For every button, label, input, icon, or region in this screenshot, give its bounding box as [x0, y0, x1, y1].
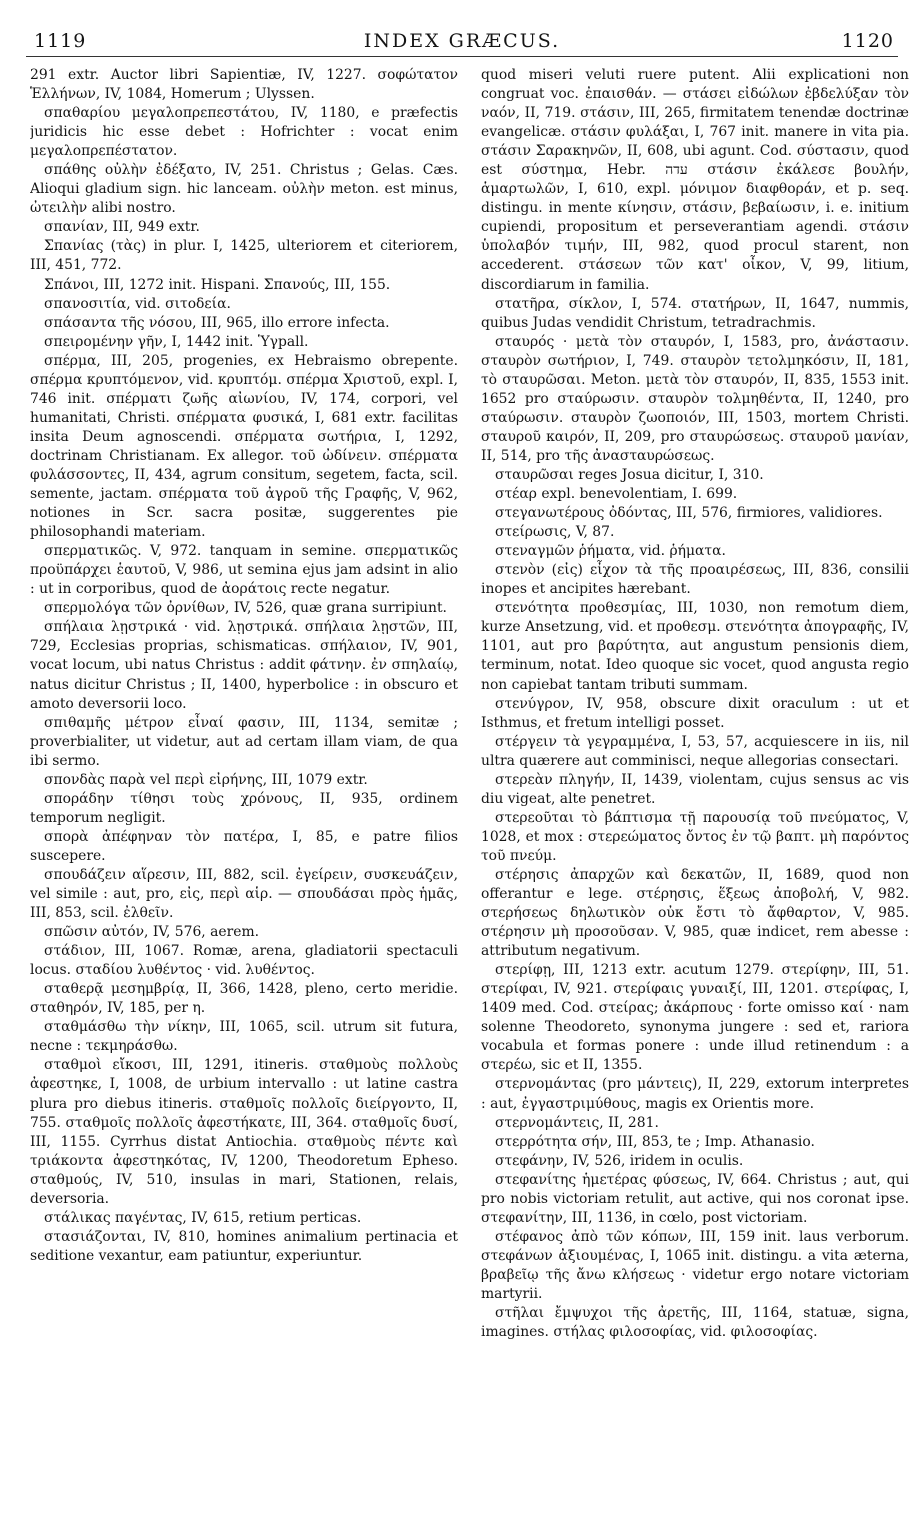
index-entry: στείρωσις, V, 87.	[495, 524, 615, 541]
index-entry: σπονδὰς παρὰ vel περὶ εἰρήνης, III, 1079 extr.	[44, 771, 368, 788]
index-entry: σπιθαμῆς μέτρον εἶναί φασιν, III, 1134, semitæ ; proverbialiter, ut videtur, aut ad certam illam viam, de qua ibi sermo.	[30, 714, 458, 769]
index-entry: στενὸν (εἰς) εἶχον τὰ τῆς προαιρέσεως, III, 836, consilii inopes et ancipites hærebant.	[481, 562, 909, 598]
index-entry: στεγανωτέρους ὀδόντας, III, 576, firmiores, validiores.	[495, 505, 883, 522]
index-entry: σταθμοὶ εἴκοσι, III, 1291, itineris. σταθμοὺς πολλοὺς ἀφεστηκε, I, 1008, de urbium intervallo : ut latine castra plura pro diebus itineris. σταθμοῖς πολλοῖς διείργοντο, II, 755. σταθμοῖς πολλοῖς ἀφεστήκατε, III, 364. σταθμοῖς δυσί, III, 1155. Cyrrhus distat Antiochia. σταθμοὺς πέντε καὶ τριάκοντα ἀφεστηκότας, IV, 1200, Theodoretum Epheso. σταθμούς, IV, 510, insulas in mari, Stationen, relais, deversoria.	[30, 1057, 458, 1207]
index-entry: σταθμάσθω τὴν νίκην, III, 1065, scil. utrum sit futura, necne : τεκμηράσθω.	[30, 1019, 458, 1055]
index-entry: στεφανίτης ἡμετέρας φύσεως, IV, 664. Christus ; aut, qui pro nobis victoriam retulit, aut active, qui nos coronat ipse. στεφανίτην, III, 1136, in cœlo, post victoriam.	[481, 1171, 909, 1226]
index-entry: quod miseri veluti ruere putent. Alii explicationi non congruat voc. ἐπαισθάν. — στάσει εἰδώλων ἐβδελύξαν τὸν ναόν, II, 719. στάσιν, III, 265, firmitatem tenendæ doctrinæ evangelicæ. στάσιν φυλάξαι, I, 767 init. manere in vita pia. στάσιν Σαρακηνῶν, II, 608, ubi agunt. Cod. σύστασιν, quod est σύστημα, Hebr. עדה στάσιν ἐκάλεσε βουλήν, ἁμαρτωλῶν, I, 610, expl. μόνιμον διαφθοράν, et p. seq. distingu. in mente κίνησιν, στάσιν, βεβαίωσιν, i. e. initium cupiendi, propositum et perseverantiam agendi. στάσιν ὑπολαβόν τιμήν, III, 982, quod procul starent, non accederent. στάσεων τῶν κατ' οἶκον, V, 99, litium, discordiarum in familia.	[481, 67, 909, 293]
index-entry: 291 extr. Auctor libri Sapientiæ, IV, 1227. σοφώτατον Ἑλλήνων, IV, 1084, Homerum ; Ulyssen.	[30, 67, 458, 103]
index-entry: σπερματικῶς. V, 972. tanquam in semine. σπερματικῶς προϋπάρχει ἑαυτοῦ, V, 986, ut semina ejus jam adsint in alio : ut in corporibus, quod de ἀοράτοις recte negatur.	[30, 543, 458, 598]
index-entry: στενότητα προθεσμίας, III, 1030, non remotum diem, kurze Ansetzung, vid. et προθεσμ. στενότητα ἀπογραφῆς, IV, 1101, aut pro βαρύτητα, aut angustum pensionis diem, terminum, notat. Ideo quoque sic vocet, quod angusta regio non capiebat tantam tributi summam.	[481, 600, 909, 693]
index-entry: στεναγμῶν ῥήματα, vid. ῥήματα.	[495, 543, 726, 560]
index-entry: σταυρός · μετὰ τὸν σταυρόν, I, 1583, pro, ἀνάστασιν. σταυρὸν σωτήριον, I, 749. σταυρὸν τετολμηκόσιν, II, 181, τὸ σταυρῶσαι. Meton. μετὰ τὸν σταυρόν, II, 835, 1553 init. 1652 pro σταύρωσιν. σταυρὸν τολμηθέντα, II, 1240, pro σταύρωσιν. σταυρὸν ζωοποιόν, III, 1503, mortem Christi. σταυροῦ καιρόν, II, 209, pro σταυρώσεως. σταυροῦ μανίαν, II, 514, pro τῆς ἀνασταυρώσεως.	[481, 333, 909, 464]
index-entry: σπέρμα, III, 205, progenies, ex Hebraismo obrepente. σπέρμα κρυπτόμενον, vid. κρυπτόμ. σπέρμα Χριστοῦ, expl. I, 746 init. σπέρματι ζωῆς αἰωνίου, IV, 174, corpori, vel humanitati, Christi. σπέρματα φυσικά, I, 681 extr. facilitas insita Deum agnoscendi. σπέρματα σωτήρια, I, 1292, doctrinam Christianam. Ex allegor. τοῦ ὠδίνειν. σπέρματα φυλάσσοντες, II, 434, agrum consitum, segetem, facta, scil. semente, jactam. σπέρματα τοῦ ἀγροῦ τῆς Γραφῆς, V, 962, notiones in Scr. sacra positæ, suggerentes pie philosophandi materiam.	[30, 352, 458, 541]
index-entry: στέφανος ἀπὸ τῶν κόπων, III, 159 init. laus verborum. στεφάνων ἀξιουμένας, I, 1065 init. distingu. a vita æterna, βραβεῖῳ τῆς ἄνω κλήσεως · videtur ergo notare victoriam martyrii.	[481, 1228, 909, 1302]
index-entry: στέργειν τὰ γεγραμμένα, I, 53, 57, acquiescere in iis, nil ultra quærere aut comminisci, neque allegorias consectari.	[481, 733, 909, 769]
index-entry: στερνομάντεις, II, 281.	[495, 1114, 659, 1131]
index-entry: στατῆρα, σίκλον, I, 574. στατήρων, II, 1647, nummis, quibus Judas vendidit Christum, tetradrachmis.	[481, 295, 909, 331]
index-entry: στέρησις ἀπαρχῶν καὶ δεκατῶν, II, 1689, quod non offerantur e lege. στέρησις, ἕξεως ἀποβολή, V, 982. στερήσεως δηλωτικὸν οὐκ ἔστι τὸ ἄφθαρτον, V, 985. στέρησιν μὴ προσοῦσαν. V, 985, quæ indicet, rem abesse : attributum negativum.	[481, 866, 909, 960]
index-entry: στερεοῦται τὸ βάπτισμα τῇ παρουσίᾳ τοῦ πνεύματος, V, 1028, et mox : στερεώματος ὄντος ἐν τῷ βαπτ. μὴ παρόντος τοῦ πνεύμ.	[481, 809, 909, 864]
index-entry: στερίφῃ, III, 1213 extr. acutum 1279. στερίφην, III, 51. στερίφαι, IV, 921. στερίφαις γυναιξί, III, 1201. στερίφας, I, 1409 med. Cod. στείρας; ἀκάρπους · forte omisso καί · nam solenne Theodoreto, synonyma jungere : sed et, rariora vocabula et formas ponere : unde illud retinendum : a στερέω, sic et II, 1355.	[481, 962, 909, 1074]
index-entry: σπάθης οὐλὴν ἐδέξατο, IV, 251. Christus ; Gelas. Cæs. Alioqui gladium sign. hic lanceam. οὐλὴν meton. est minus, ὠτειλὴν alibi nostro.	[30, 162, 458, 217]
index-entry: σταθερᾷ μεσημβρίᾳ, II, 366, 1428, pleno, certo meridie. σταθηρόν, IV, 185, per η.	[30, 981, 458, 1017]
index-entry: στενύγρον, IV, 958, obscure dixit oraculum : ut et Isthmus, et fretum intelligi posset.	[481, 695, 909, 731]
index-entry: στάδιον, III, 1067. Romæ, arena, gladiatorii spectaculi locus. σταδίου λυθέντος · vid. λυθέντος.	[30, 943, 458, 979]
index-entry: στερρότητα σήν, III, 853, te ; Imp. Athanasio.	[495, 1133, 815, 1150]
index-entry: σπήλαια λῃστρικά · vid. λῃστρικά. σπήλαια λῃστῶν, III, 729, Ecclesias proprias, schismaticas. σπήλαιον, IV, 901, vocat locum, ubi natus Christus : addit φάτνην. ἐν σπηλαίῳ, natus dicitur Christus ; II, 1400, hyperbolice : in obscuro et amoto deversorii loco.	[30, 619, 458, 712]
running-header	[26, 26, 898, 57]
index-entry: Σπάνοι, III, 1272 init. Hispani. Σπανούς, III, 155.	[44, 276, 391, 293]
index-entry: στεφάνην, IV, 526, iridem in oculis.	[495, 1152, 744, 1169]
index-entry: σποράδην τίθησι τοὺς χρόνους, II, 935, ordinem temporum negligit.	[30, 790, 458, 826]
index-entry: σπάσαντα τῆς νόσου, III, 965, illo errore infecta.	[44, 314, 390, 331]
page-number-left: 1119	[34, 30, 87, 52]
index-entry: σπανίαν, III, 949 extr.	[44, 219, 200, 236]
index-entry: στερεὰν πληγήν, II, 1439, violentam, cujus sensus ac vis diu vigeat, alte penetret.	[481, 771, 909, 807]
index-entry: σταυρῶσαι reges Josua dicitur, I, 310.	[495, 466, 764, 483]
index-entry: στάλικας παγέντας, IV, 615, retium perticas.	[44, 1209, 362, 1226]
index-entry: στερνομάντας (pro μάντεις), II, 229, extorum interpretes : aut, ἐγγαστριμύθους, magis ex Orientis more.	[481, 1076, 909, 1112]
index-entry: Σπανίας (τὰς) in plur. I, 1425, ulteriorem et citeriorem, III, 451, 772.	[30, 238, 458, 274]
left-column	[30, 66, 458, 1526]
page-title: INDEX GRÆCUS.	[363, 30, 561, 52]
index-entry: στῆλαι ἔμψυχοι τῆς ἀρετῆς, III, 1164, statuæ, signa, imagines. στήλας φιλοσοφίας, vid. φιλοσοφίας.	[481, 1305, 909, 1341]
index-entry: στασιάζονται, IV, 810, homines animalium pertinacia et seditione vexantur, eam patiuntur, experiuntur.	[30, 1228, 458, 1264]
right-column	[481, 66, 909, 1526]
index-entry: σπαθαρίου μεγαλοπρεπεστάτου, IV, 1180, e præfectis juridicis hic esse debet : Hofrichter : vocat enim μεγαλοπρεπέστατον.	[30, 105, 458, 160]
index-entry: στέαρ expl. benevolentiam, I. 699.	[495, 486, 738, 503]
index-entry: σπειρομένην γῆν, I, 1442 init. Ὑγpall.	[44, 333, 309, 350]
index-entry: σπορὰ ἀπέφηναν τὸν πατέρα, I, 85, e patre filios suscepere.	[30, 828, 458, 864]
index-entry: σπουδάζειν αἵρεσιν, III, 882, scil. ἐγείρειν, συσκευάζειν, vel simile : aut, pro, εἰς, περὶ αἱρ. — σπουδάσαι πρὸς ἡμᾶς, III, 853, scil. ἐλθεῖν.	[30, 866, 458, 922]
index-entry: σπανοσιτία, vid. σιτοδεία.	[44, 295, 231, 312]
index-entry: σπῶσιν αὐτόν, IV, 576, aerem.	[44, 924, 260, 941]
index-entry: σπερμολόγα τῶν ὀρνίθων, IV, 526, quæ grana surripiunt.	[44, 600, 447, 617]
page-number-right: 1120	[841, 30, 894, 52]
